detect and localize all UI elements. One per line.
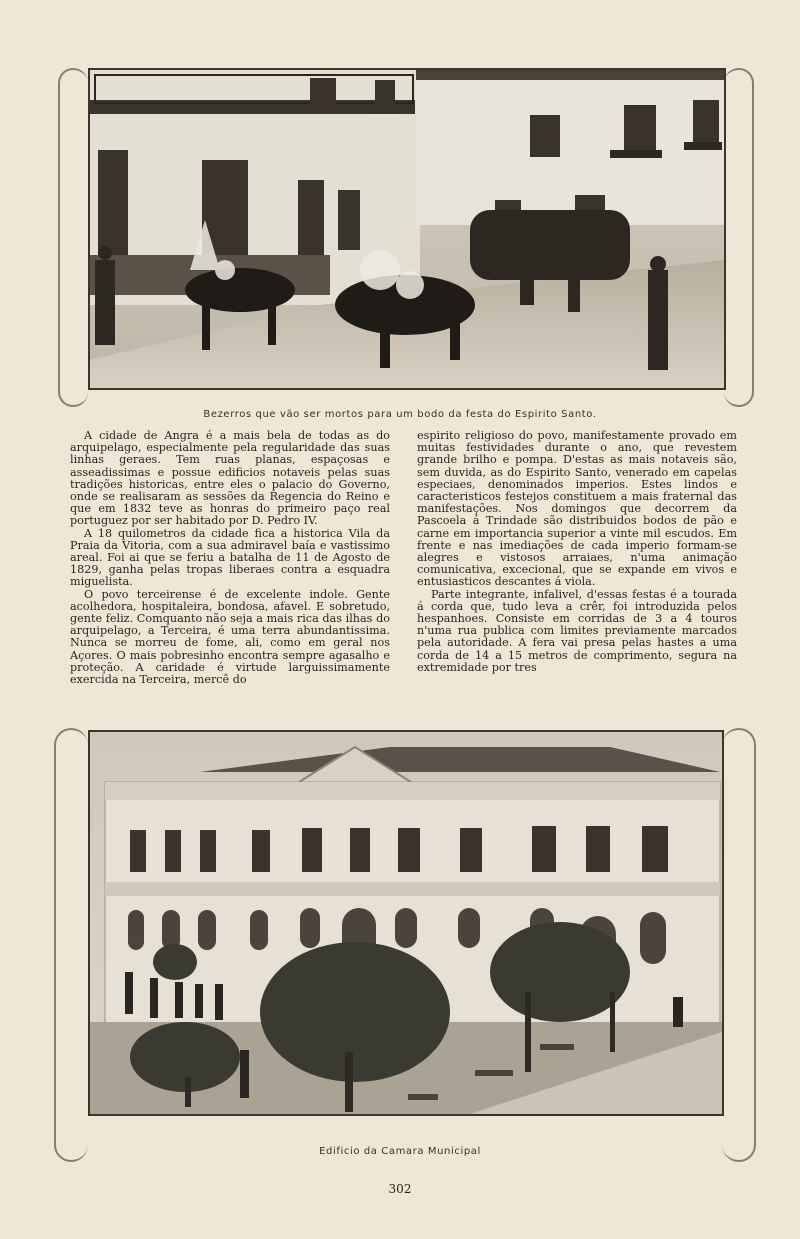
- bottom-photo-ornament-right: [722, 728, 756, 1162]
- paragraph: Parte integrante, infalivel, d'essas festas é a tourada á corda que, tudo leva a crêr, foi introduzida pelos hespanhoes. Consiste em corridas de 3 a 4 touros n'uma rua publica com limites previamente marcados pela autoridade. A fera vai presa pelas hastes a uma corda de 14 a 15 metros de comprimento, segura na extremidade por tres: [417, 587, 737, 674]
- top-photo-ornament-left: [58, 68, 88, 407]
- figure-caption-festival: Bezerros que vão ser mortos para um bodo da festa do Espirito Santo.: [203, 409, 597, 420]
- paragraph: A cidade de Angra é a mais bela de todas as do arquipelago, especialmente pela regularidade das suas linhas geraes. Tem ruas planas, espaçosas e asseadissimas e possue edificios notaveis pelas suas tradições historicas, entre eles o palacio do Governo, onde se realisaram as sessões da Regencia do Reino e que em 1832 teve as honras do primeiro paço real portuguez por ser habitado por D. Pedro IV.: [70, 429, 390, 528]
- figure-caption-town-hall: Edificio da Camara Municipal: [319, 1146, 481, 1157]
- festival-street-photo: [88, 68, 726, 390]
- page-number: 302: [388, 1182, 412, 1196]
- bottom-photo-ornament-left: [54, 728, 88, 1162]
- article-left-column: [70, 430, 390, 686]
- article-right-column: [417, 430, 737, 674]
- paragraph: O povo terceirense é de excelente indole. Gente acolhedora, hospitaleira, bondosa, afavel. E sobretudo, gente feliz. Comquanto não seja a mais rica das ilhas do arquipelago, a Terceira, é uma terra abundantissima. Nunca se morreu de fome, ali, como em geral nos Açores. O mais pobresinho encontra sempre agasalho e proteção. A caridade é virtude larguissimamente exercida na Terceira, mercê do: [70, 587, 390, 687]
- paragraph: espirito religioso do povo, manifestamente provado em muitas festividades durante o ano, que revestem grande brilho e pompa. D'estas as mais notaveis são, sem duvida, as do Espirito Santo, venerado em capelas especiaes, denominados imperios. Estes lindos e caracteristicos festejos constituem a mais fraternal das manifestações. Nos domingos que decorrem da Pascoela á Trindade são distribuidos bodos de pão e carne em importancia superior a vinte mil escudos. Em frente e nas imediações de cada imperio formam-se alegres e vistosos arraiaes, n'uma animação comunicativa, excecional, que se expande em vivos e entusiasticos descantes á viola.: [417, 429, 737, 589]
- paragraph: A 18 quilometros da cidade fica a historica Vila da Praia da Vitoria, com a sua admiravel baía e vastissimo areal. Foi ai que se feriu a batalha de 11 de Agosto de 1829, ganha pelas tropas liberaes contra a esquadra miguelista.: [70, 526, 390, 589]
- town-hall-photo: [88, 730, 724, 1116]
- top-photo-ornament-right: [724, 68, 754, 407]
